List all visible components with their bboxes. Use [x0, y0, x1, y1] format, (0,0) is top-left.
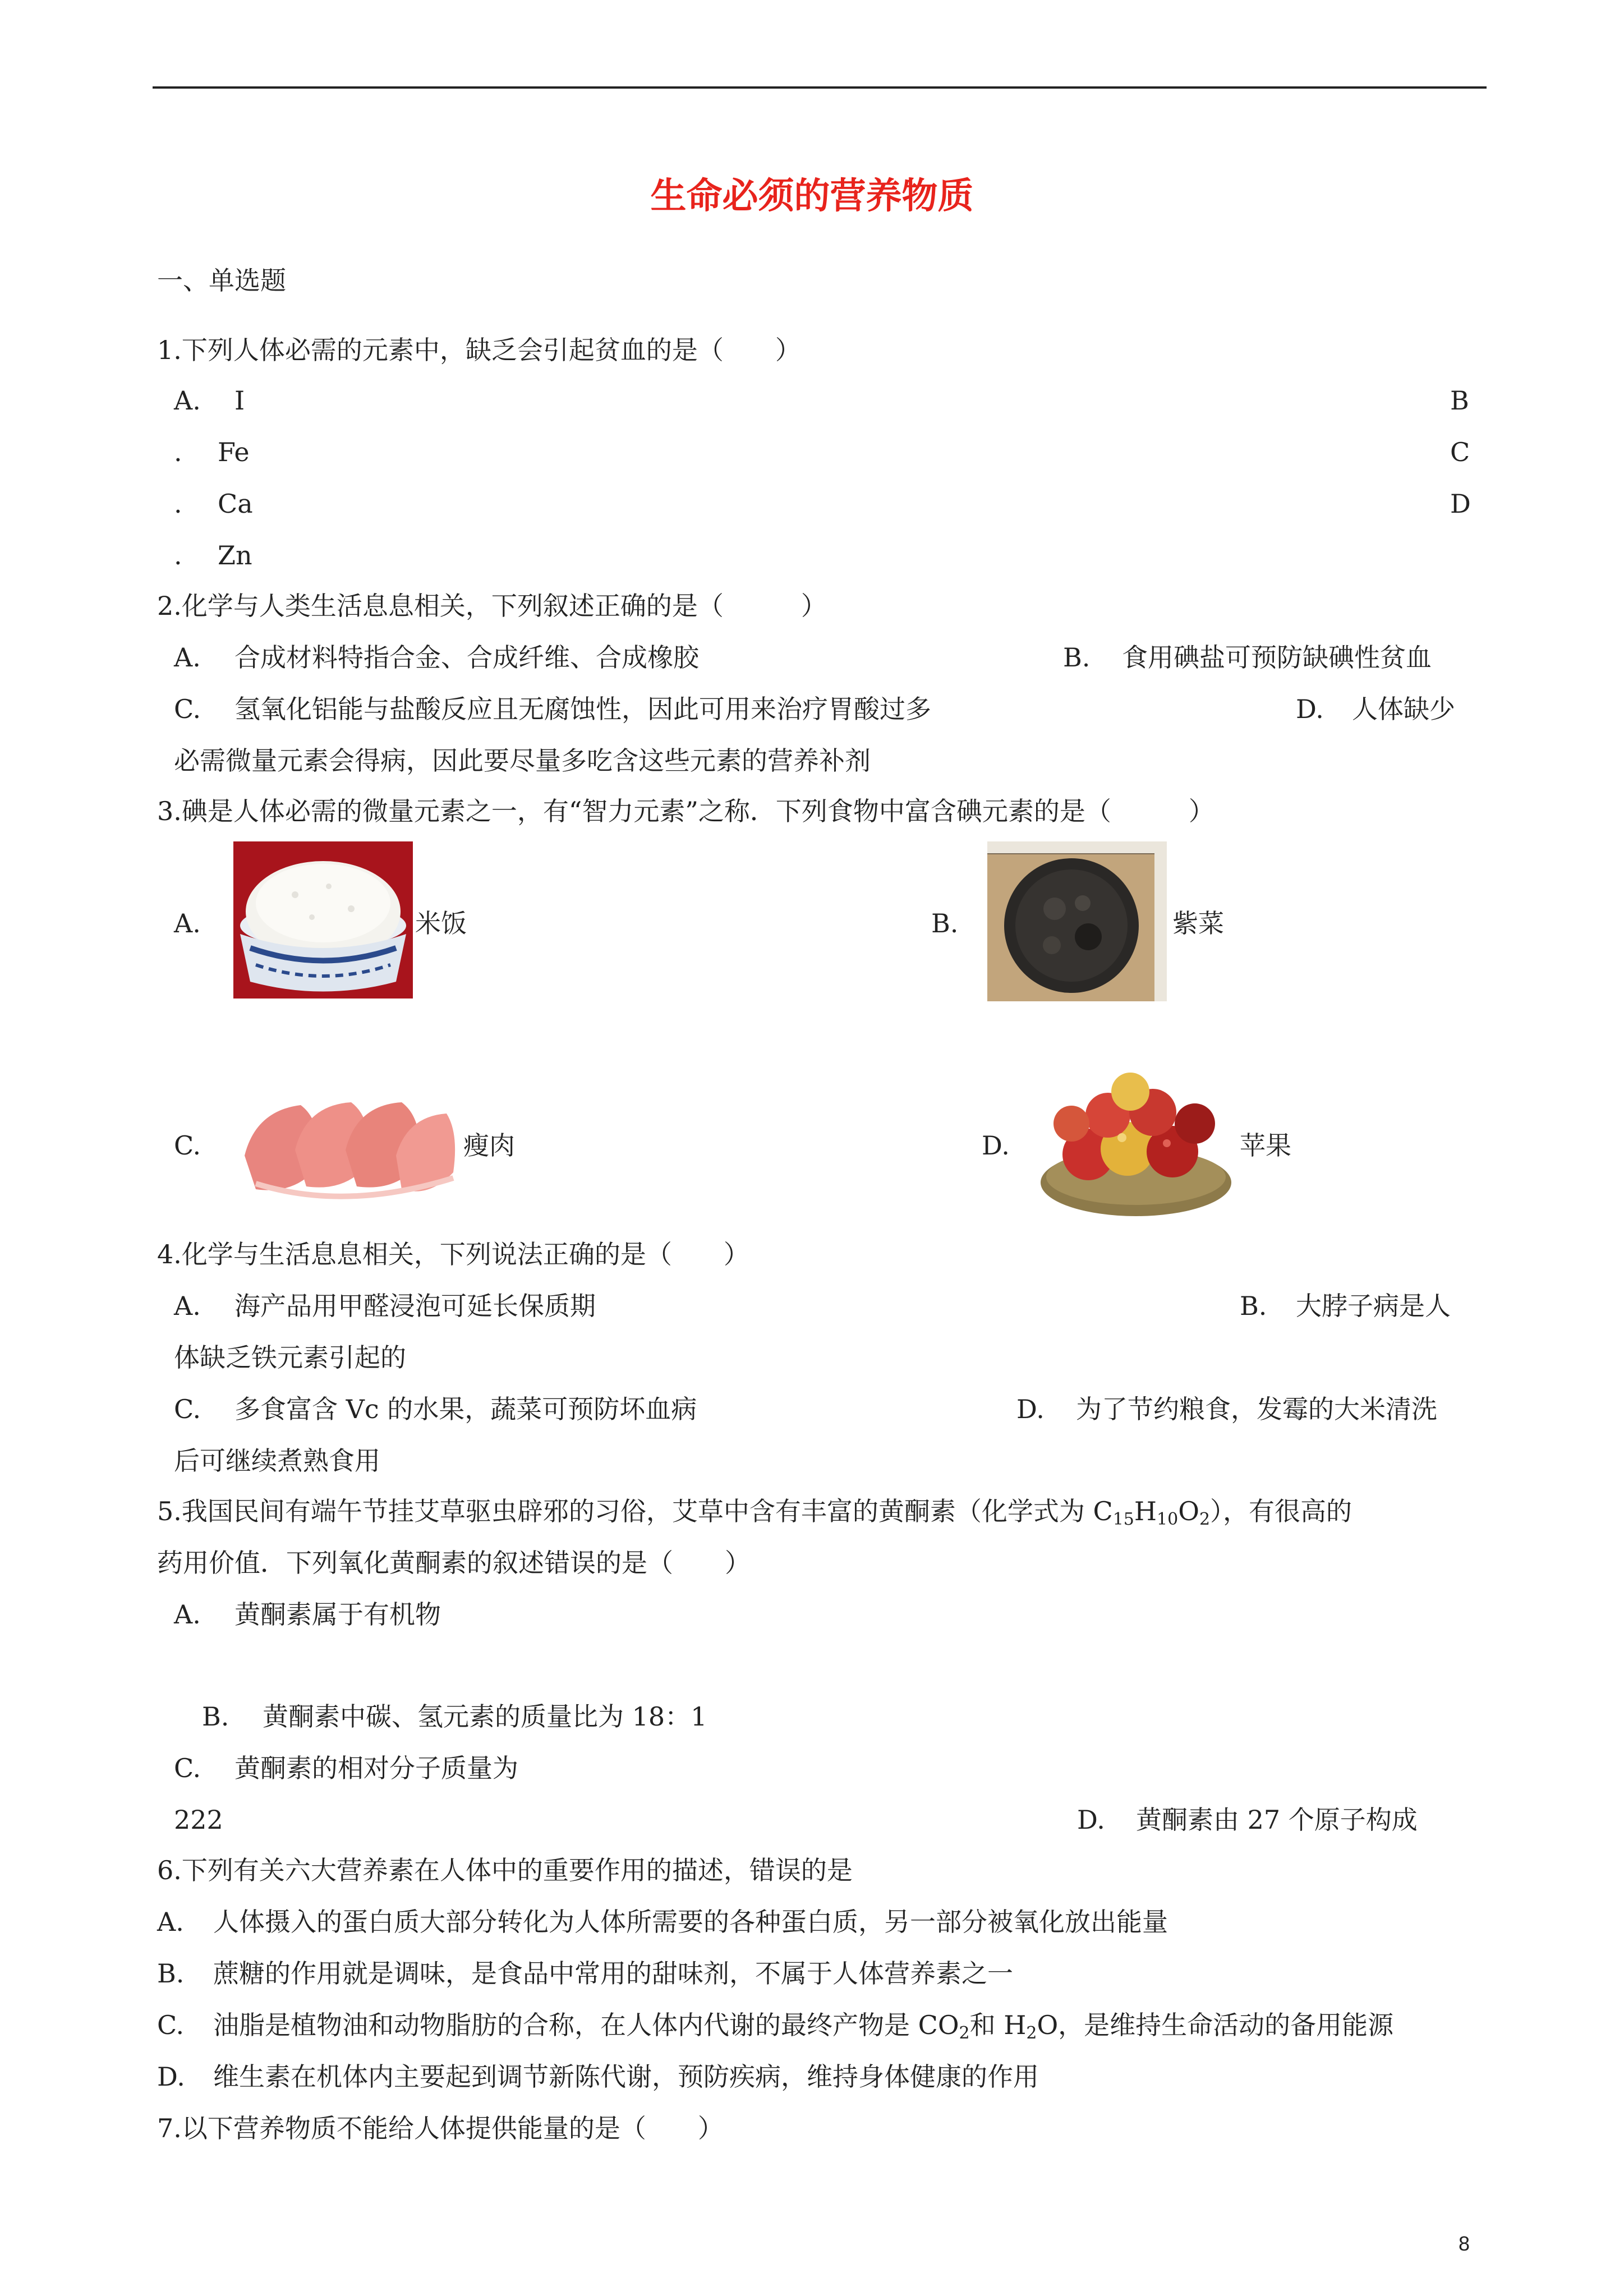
- q6-c-sub2: 2: [1026, 2023, 1037, 2043]
- q5-stem-part1: 5.我国民间有端午节挂艾草驱虫辟邪的习俗，艾草中含有丰富的黄酮素（化学式为 C: [157, 1496, 1113, 1526]
- q4-a-label[interactable]: A.: [174, 1291, 201, 1321]
- q5-sub-h: 10: [1157, 1510, 1179, 1529]
- q7-stem: 7.以下营养物质不能给人体提供能量的是（ ）: [157, 2113, 724, 2143]
- q6-b-label[interactable]: B.: [157, 1958, 185, 1989]
- q3-c-text: 瘦肉: [463, 1130, 515, 1161]
- q4-stem: 4.化学与生活息息相关，下列说法正确的是（ ）: [157, 1239, 749, 1269]
- q2-d-text-cont: 必需微量元素会得病，因此要尽量多吃含这些元素的营养补剂: [174, 746, 871, 776]
- q2-a-label[interactable]: A.: [174, 642, 201, 673]
- q2-d-label[interactable]: D.: [1296, 694, 1324, 724]
- q3-stem: 3.碘是人体必需的微量元素之一，有“智力元素”之称．下列食物中富含碘元素的是（ ）: [157, 796, 1214, 826]
- q6-d-text: 维生素在机体内主要起到调节新陈代谢，预防疾病，维持身体健康的作用: [213, 2062, 1039, 2092]
- q6-c-part3: O，是维持生命活动的备用能源: [1037, 2010, 1394, 2040]
- q6-c-part2: 和 H: [969, 2010, 1027, 2040]
- q5-stem-part2: ），有很高的: [1210, 1496, 1352, 1526]
- q5-sub-o: 2: [1199, 1510, 1211, 1529]
- q1-stem: 1.下列人体必需的元素中，缺乏会引起贫血的是（ ）: [157, 335, 801, 365]
- q3-b-label[interactable]: B.: [931, 908, 959, 938]
- q5-b-text: 黄酮素中碳、氢元素的质量比为 18：1: [263, 1701, 707, 1732]
- q5-a-label[interactable]: A.: [174, 1599, 201, 1630]
- q5-c-text: 黄酮素的相对分子质量为: [234, 1753, 518, 1783]
- q4-d-text-cont: 后可继续煮熟食用: [174, 1446, 380, 1476]
- q2-c-label[interactable]: C.: [174, 694, 201, 724]
- q6-stem: 6.下列有关六大营养素在人体中的重要作用的描述，错误的是: [157, 1855, 853, 1885]
- q3-a-text: 米饭: [415, 908, 467, 938]
- q6-c-sub1: 2: [959, 2023, 970, 2043]
- q2-c-text: 氢氧化铝能与盐酸反应且无腐蚀性，因此可用来治疗胃酸过多: [234, 694, 931, 724]
- q2-a-text: 合成材料特指合金、合成纤维、合成橡胶: [234, 642, 699, 673]
- q3-c-label[interactable]: C.: [174, 1130, 201, 1161]
- q4-d-label[interactable]: D.: [1016, 1394, 1045, 1424]
- q6-c-label[interactable]: C.: [157, 2010, 185, 2040]
- q1-b-label[interactable]: B: [1450, 385, 1469, 416]
- q2-stem: 2.化学与人类生活息息相关，下列叙述正确的是（ ）: [157, 591, 827, 621]
- q5-h: H: [1134, 1496, 1157, 1526]
- q5-sub-c: 15: [1112, 1510, 1134, 1529]
- q3-d-text: 苹果: [1240, 1130, 1291, 1161]
- seaweed-image: [987, 841, 1167, 1001]
- q1-d-dot: .: [174, 540, 182, 570]
- q4-b-text-cont: 体缺乏铁元素引起的: [174, 1342, 406, 1373]
- q6-c-text: [213, 2008, 1393, 2042]
- q3-b-text: 紫菜: [1172, 908, 1224, 938]
- q3-a-label[interactable]: A.: [174, 908, 201, 938]
- q6-b-text: 蔗糖的作用就是调味，是食品中常用的甜味剂，不属于人体营养素之一: [213, 1958, 1013, 1989]
- section-heading: 一、单选题: [157, 265, 286, 296]
- q1-a-label[interactable]: A.: [174, 385, 201, 416]
- q5-a-text: 黄酮素属于有机物: [234, 1599, 441, 1630]
- rice-bowl-image: [233, 841, 413, 999]
- q1-b-dot: .: [174, 437, 182, 467]
- header-rule: [153, 86, 1487, 89]
- q1-c-label[interactable]: C: [1450, 437, 1470, 467]
- q1-b-text: Fe: [218, 437, 250, 467]
- q6-c-part1: 油脂是植物油和动物脂肪的合称，在人体内代谢的最终产物是 CO: [213, 2010, 959, 2040]
- q4-d-text: 为了节约粮食，发霉的大米清洗: [1076, 1394, 1437, 1424]
- q5-b-label[interactable]: B.: [202, 1701, 229, 1732]
- q2-d-text: 人体缺少: [1352, 694, 1455, 724]
- q5-c-text-cont: 222: [174, 1805, 223, 1835]
- q4-a-text: 海产品用甲醛浸泡可延长保质期: [234, 1291, 596, 1321]
- q4-b-label[interactable]: B.: [1240, 1291, 1267, 1321]
- q1-d-label[interactable]: D: [1450, 489, 1471, 519]
- q4-c-text: 多食富含 Vc 的水果，蔬菜可预防坏血病: [234, 1394, 697, 1424]
- q5-stem-line2: 药用价值．下列氧化黄酮素的叙述错误的是（ ）: [157, 1548, 751, 1578]
- q6-d-label[interactable]: D.: [157, 2062, 185, 2092]
- q4-b-text: 大脖子病是人: [1296, 1291, 1451, 1321]
- q5-c-label[interactable]: C.: [174, 1753, 201, 1783]
- q5-stem-line1: [157, 1494, 1352, 1528]
- q3-d-label[interactable]: D.: [982, 1130, 1010, 1161]
- q5-d-text: 黄酮素由 27 个原子构成: [1136, 1805, 1418, 1835]
- q1-a-text: I: [234, 385, 245, 416]
- page-title: 生命必须的营养物质: [650, 175, 974, 217]
- q2-b-label[interactable]: B.: [1063, 642, 1091, 673]
- apples-image: [1038, 1070, 1234, 1222]
- q1-c-dot: .: [174, 489, 182, 519]
- q5-o: O: [1178, 1496, 1199, 1526]
- q5-d-label[interactable]: D.: [1077, 1805, 1105, 1835]
- lean-meat-image: [233, 1071, 460, 1212]
- q1-d-text: Zn: [218, 540, 252, 570]
- page-number: 8: [1459, 2232, 1470, 2255]
- q2-b-text: 食用碘盐可预防缺碘性贫血: [1122, 642, 1432, 673]
- q6-a-text: 人体摄入的蛋白质大部分转化为人体所需要的各种蛋白质，另一部分被氧化放出能量: [213, 1907, 1168, 1937]
- q1-c-text: Ca: [218, 489, 253, 519]
- q4-c-label[interactable]: C.: [174, 1394, 201, 1424]
- q6-a-label[interactable]: A.: [157, 1907, 184, 1937]
